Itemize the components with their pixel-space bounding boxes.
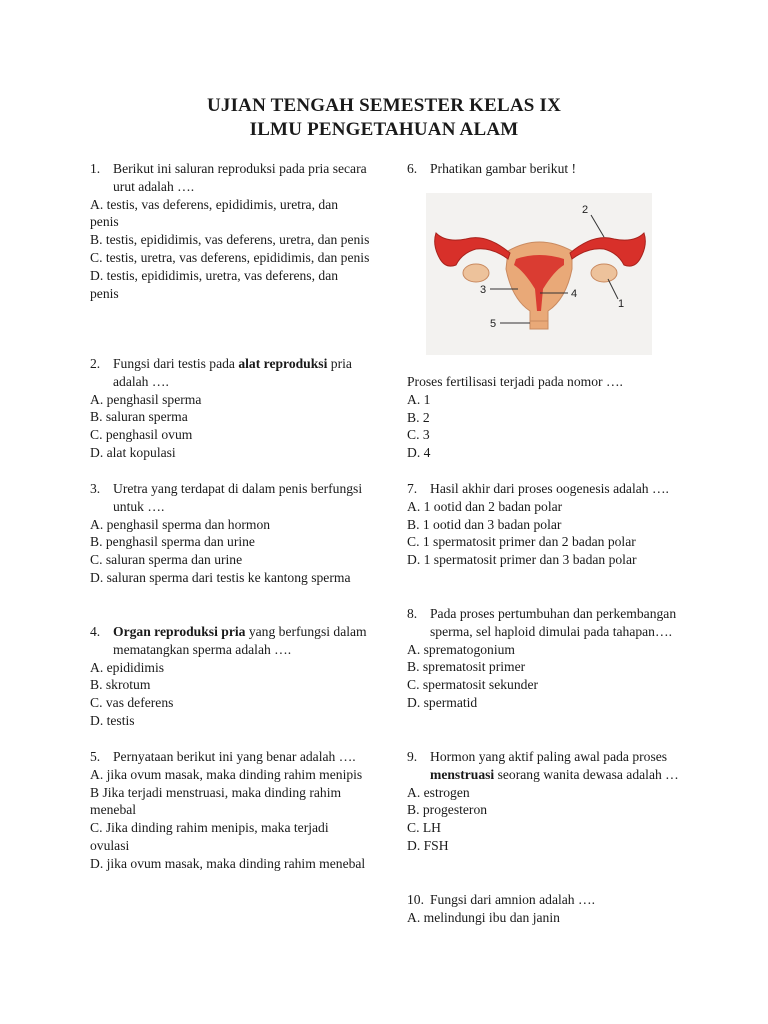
question-7 [407,480,692,569]
question-8 [407,605,692,712]
option-b: B. testis, epididimis, vas deferens, uretra, dan penis [90,232,370,248]
question-5 [90,748,370,873]
question-6 [407,160,692,178]
stem-text: Hormon yang aktif paling awal pada proses [430,749,668,764]
leader-line-1 [608,279,618,299]
question-stem: Pada proses pertumbuhan dan perkembangan sperma, sel haploid dimulai pada tahapan…. [430,606,677,639]
option-c: C. spermatosit sekunder [407,677,539,693]
question-number: 6. [407,161,418,176]
question-10 [407,891,692,927]
option-b: B. saluran sperma [90,409,188,425]
option-b: B. 2 [407,409,430,425]
option-d: D. jika ovum masak, maka dinding rahim menebal [90,855,366,871]
option-a: A. estrogen [407,784,470,800]
option-d: D. alat kopulasi [90,444,176,460]
option-a: A. 1 [407,391,431,407]
option-c: C. vas deferens [90,695,174,711]
stem-emphasis: alat reproduksi [238,356,328,371]
option-c: C. 1 spermatosit primer dan 2 badan polar [407,534,636,550]
option-d: D. testis [90,712,135,728]
right-fallopian-tube [570,233,645,266]
option-b: B. penghasil sperma dan urine [90,534,255,550]
option-c: C. testis, uretra, vas deferens, epididimis, dan penis [90,249,370,265]
left-ovary [463,264,489,282]
question-number: 1. [90,161,101,176]
question-2 [90,355,370,462]
option-d: D. spermatid [407,694,478,710]
option-a: A. testis, vas deferens, epididimis, uretra, dan penis [90,196,339,230]
option-a: A. jika ovum masak, maka dinding rahim menipis [90,766,363,782]
question-number: 7. [407,481,418,496]
left-fallopian-tube [435,233,510,266]
option-c: C. Jika dinding rahim menipis, maka terjadi ovulasi [90,820,329,853]
option-b: B. sprematosit primer [407,659,526,675]
option-b: B. 1 ootid dan 3 badan polar [407,516,562,532]
right-ovary [591,264,617,282]
question-stem [113,623,370,659]
question-number: 5. [90,749,101,764]
question-6-body [407,373,692,462]
question-number: 9. [407,749,418,764]
stem-text: seorang wanita dewasa adalah … [494,766,679,782]
option-d: D. saluran sperma dari testis ke kantong sperma [90,569,351,585]
cervix [530,321,548,329]
uterus-diagram [426,193,652,355]
option-c: C. 3 [407,427,430,443]
option-b: B Jika terjadi menstruasi, maka dinding rahim menebal [90,784,342,818]
female-reproductive-organs-illustration [426,193,652,355]
figure-label-2: 2 [582,204,589,216]
option-d: D. 4 [407,445,431,461]
question-number: 2. [90,356,101,371]
page-subtitle: ILMU PENGETAHUAN ALAM [249,119,519,140]
question-1 [90,160,370,302]
question-stem [430,748,692,784]
question-stem: Berikut ini saluran reproduksi pada pria secara urut adalah …. [113,161,367,194]
option-a: A. penghasil sperma dan hormon [90,516,271,532]
question-stem: Uretra yang terdapat di dalam penis berfungsi untuk …. [113,481,363,514]
option-b: B. progesteron [407,802,488,818]
question-stem: Hasil akhir dari proses oogenesis adalah …. [430,481,669,496]
stem-text: pria adalah …. [113,356,352,389]
option-a: A. sprematogonium [407,641,515,657]
question-stem: Prhatikan gambar berikut ! [430,161,577,176]
option-a: A. melindungi ibu dan janin [407,909,560,925]
option-c: C. LH [407,820,441,836]
stem-text: yang berfungsi dalam mematangkan sperma adalah …. [113,624,367,657]
figure-label-5: 5 [490,318,497,330]
question-stem [113,355,370,391]
option-c: C. penghasil ovum [90,427,193,443]
option-d: D. 1 spermatosit primer dan 3 badan polar [407,552,637,568]
stem-emphasis: Organ reproduksi pria [113,624,246,639]
question-number: 8. [407,606,418,621]
option-b: B. skrotum [90,677,151,693]
question-stem: Fungsi dari amnion adalah …. [430,892,595,907]
question-number: 4. [90,624,101,639]
question-9 [407,748,692,855]
stem-text: Fungsi dari testis pada [113,356,239,371]
page-title: UJIAN TENGAH SEMESTER KELAS IX [206,95,562,116]
question-4 [90,623,370,730]
figure-label-4: 4 [571,288,578,300]
leader-line-2 [591,215,604,237]
question-3 [90,480,370,587]
figure-label-3: 3 [480,284,487,296]
question-number: 10. [407,892,424,907]
option-d: D. testis, epididimis, uretra, vas deferens, dan penis [90,267,339,301]
option-d: D. FSH [407,837,449,853]
option-a: A. 1 ootid dan 2 badan polar [407,498,563,514]
question-number: 3. [90,481,101,496]
option-c: C. saluran sperma dan urine [90,552,243,568]
option-a: A. epididimis [90,659,165,675]
question-prompt: Proses fertilisasi terjadi pada nomor …. [407,374,623,389]
option-a: A. penghasil sperma [90,391,202,407]
question-stem: Pernyataan berikut ini yang benar adalah …. [113,749,356,764]
stem-emphasis: menstruasi [430,766,495,782]
figure-label-1: 1 [618,298,625,310]
